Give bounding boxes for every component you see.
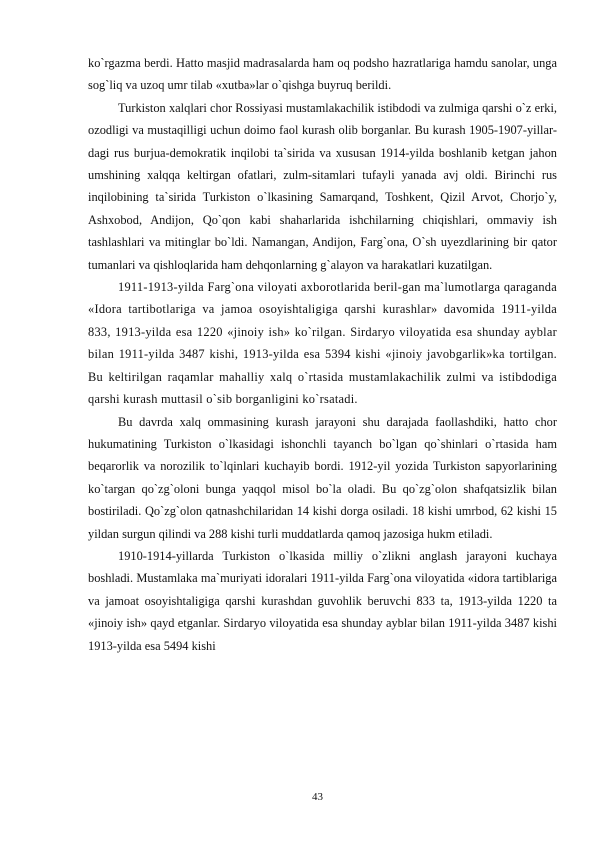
paragraph-1: ko`rgazma berdi. Hatto masjid madrasalarda ham oq podsho hazratlariga hamdu sanolar, unga sog`liq va uzoq umr tilab «xutba»lar o`qishga buyruq berildi. (88, 56, 557, 93)
page-number: 43 (312, 791, 323, 803)
paragraph-2: Turkiston xalqlari chor Rossiyasi mustamlakachilik istibdodi va zulmiga qarshi o`z erki, ozodligi va mustaqilligi uchun doimo faol kurash olib borganlar. Bu kurash 1905-1907-yillar-dagi rus burjua-demokratik inqilobi ta`sirida va xususan 1914-yilda boshlanib ketgan jahon umshining xalqqa keltirgan ofatlari, zulm-sitamlari tufayli yanada avj oldi. Birinchi rus inqilobining ta`sirida Turkiston o`lkasining Samarqand, Toshkent, Qizil Arvot, Chorjo`y, Ashxobod, Andijon, Qo`qon kabi shaharlarida ishchilarning chiqishlari, ommaviy ish tashlashlari va mitinglar bo`ldi. Namangan, Andijon, Farg`ona, O`sh uyezdlarining bir qator tumanlari va qishloqlarida ham dehqonlarning g`alayon va harakatlari kuzatilgan. (88, 100, 557, 272)
paragraph-3: 1911-1913-yilda Farg`ona viloyati axborotlarida beril-gan ma`lumotlarga qaraganda «Idora tartibotlariga va jamoa osoyishtaligiga qarshi kurashlar» davomida 1911-yilda 833, 1913-yilda esa 1220 «jinoiy ish» ko`rilgan. Sirdaryo viloyatida esa shunday ayblar bilan 1911-yilda 3487 kishi, 1913-yilda esa 5394 kishi «jinoiy javobgarlik»ka tortilgan. Bu keltirilgan raqamlar mahalliy xalq o`rtasida mustamlakachilik zulmi va istibdodiga qarshi kurash muttasil o`sib borganligini ko`rsatadi. (88, 280, 557, 407)
paragraph-5: 1910-1914-yillarda Turkiston o`lkasida milliy o`zlikni anglash jarayoni kuchaya boshladi. Mustamlaka ma`muriyati idoralari 1911-yilda Farg`ona viloyatida «idora tartiblariga va jamoat osoyishtaligiga qarshi kurashdan guvohlik beruvchi 833 ta, 1913-yilda 1220 ta «jinoiy ish» qayd etganlar. Sirdaryo viloyatida esa shunday ayblar bilan 1911-yilda 3487 kishi 1913-yilda esa 5494 kishi (88, 548, 557, 653)
document-page (88, 52, 557, 657)
paragraph-4: Bu davrda xalq ommasining kurash jarayoni shu darajada faollashdiki, hatto chor hukumatining Turkiston o`lkasidagi ishonchli tayanch bo`lgan qo`shinlari o`rtasida ham beqarorlik va norozilik to`lqinlari kuchayib bordi. 1912-yil yozida Turkiston sapyorlarining ko`targan qo`zg`oloni bunga yaqqol misol bo`la oladi. Bu qo`zg`olon shafqatsizlik bilan bostiriladi. Qo`zg`olon qatnashchilaridan 14 kishi dorga osiladi. 18 kishi umrbod, 62 kishi 15 yildan surgun qilindi va 288 kishi turli muddatlarda qamoq jazosiga hukm etiladi. (88, 414, 557, 541)
